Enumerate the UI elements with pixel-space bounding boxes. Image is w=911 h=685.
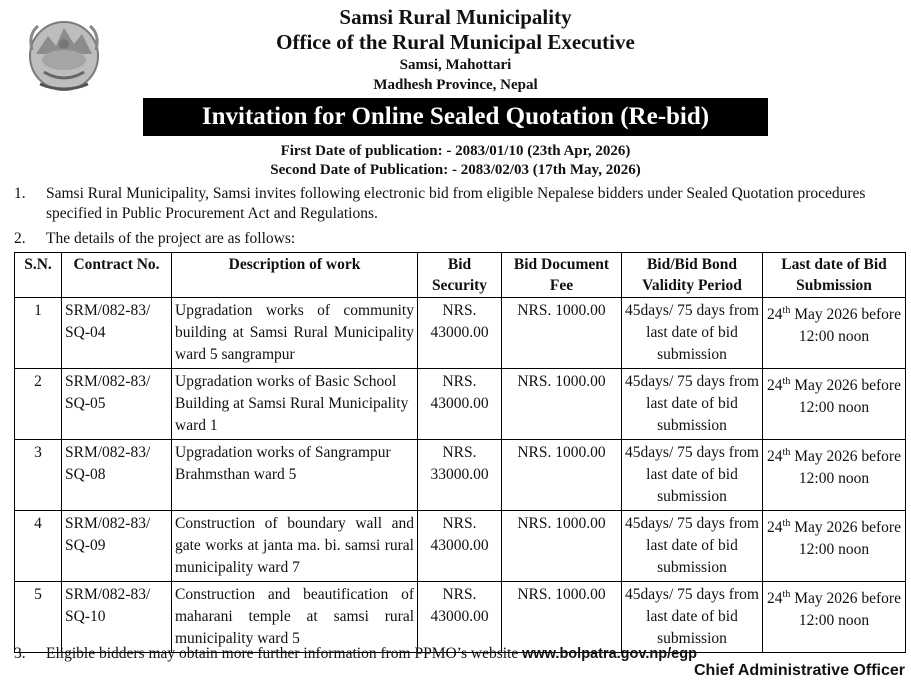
deadline-suffix: th <box>782 589 791 600</box>
cell-sn: 2 <box>15 369 62 440</box>
cell-sn: 3 <box>15 440 62 511</box>
office-location: Samsi, Mahottari <box>399 57 512 73</box>
deadline-rest: May 2026 before 12:00 noon <box>790 448 901 488</box>
cell-last-date <box>763 369 906 440</box>
deadline-day: 24 <box>767 448 783 466</box>
cell-document-fee: NRS. 1000.00 <box>502 369 622 440</box>
cell-validity: 45days/ 75 days from last date of bid submission <box>622 511 763 582</box>
table-row <box>15 298 906 369</box>
table-row <box>15 369 906 440</box>
table-row <box>15 440 906 511</box>
cell-validity: 45days/ 75 days from last date of bid submission <box>622 440 763 511</box>
cell-description: Upgradation works of community building at Samsi Rural Municipality ward 5 sangrampur <box>172 298 418 369</box>
header-document-fee: Bid Document Fee <box>502 253 622 298</box>
table-row <box>15 511 906 582</box>
deadline-day: 24 <box>767 519 783 537</box>
table-row <box>15 582 906 653</box>
cell-last-date <box>763 511 906 582</box>
deadline-day: 24 <box>767 377 783 395</box>
cell-last-date <box>763 298 906 369</box>
office-name: Office of the Rural Municipal Executive <box>276 30 635 54</box>
header-last-date: Last date of Bid Submission <box>763 253 906 298</box>
paragraph-text: Samsi Rural Municipality, Samsi invites following electronic bid from eligible Nepalese bidders under Sealed Quotation procedures specified in Public Procurement Act and Regulations. <box>46 185 866 222</box>
deadline-suffix: th <box>782 376 791 387</box>
cell-contract-no: SRM/082-83/ SQ-08 <box>62 440 172 511</box>
cell-document-fee: NRS. 1000.00 <box>502 582 622 653</box>
first-publication-date: First Date of publication: - 2083/01/10 (23th Apr, 2026) <box>280 143 631 159</box>
footer-text: Eligible bidders may obtain more further information from PPMO’s website <box>46 645 523 662</box>
cell-contract-no: SRM/082-83/ SQ-05 <box>62 369 172 440</box>
header-contract-no: Contract No. <box>62 253 172 298</box>
municipality-name: Samsi Rural Municipality <box>339 5 572 29</box>
bid-details-table <box>14 252 906 653</box>
paragraph-number: 3. <box>14 645 26 662</box>
deadline-suffix: th <box>782 518 791 529</box>
cell-bid-security: NRS. 43000.00 <box>418 582 502 653</box>
cell-validity: 45days/ 75 days from last date of bid submission <box>622 298 763 369</box>
second-publication-date: Second Date of Publication: - 2083/02/03 (17th May, 2026) <box>270 162 641 178</box>
header-sn: S.N. <box>15 253 62 298</box>
table-header-row <box>15 253 906 298</box>
header-validity-period: Bid/Bid Bond Validity Period <box>622 253 763 298</box>
office-province: Madhesh Province, Nepal <box>373 77 538 93</box>
cell-sn: 4 <box>15 511 62 582</box>
cell-description: Construction of boundary wall and gate works at janta ma. bi. samsi rural municipality ward 7 <box>172 511 418 582</box>
cell-contract-no: SRM/082-83/ SQ-10 <box>62 582 172 653</box>
cell-sn: 1 <box>15 298 62 369</box>
paragraph-number: 1. <box>14 185 26 202</box>
notice-title: Invitation for Online Sealed Quotation (Re-bid) <box>143 98 768 136</box>
paragraph-number: 2. <box>14 230 26 247</box>
deadline-suffix: th <box>782 305 791 316</box>
signatory-title: Chief Administrative Officer <box>693 662 905 679</box>
cell-bid-security: NRS. 43000.00 <box>418 369 502 440</box>
cell-description: Construction and beautification of maharani temple at samsi rural municipality ward 5 <box>172 582 418 653</box>
cell-contract-no: SRM/082-83/ SQ-04 <box>62 298 172 369</box>
cell-bid-security: NRS. 43000.00 <box>418 298 502 369</box>
cell-validity: 45days/ 75 days from last date of bid submission <box>622 369 763 440</box>
cell-document-fee: NRS. 1000.00 <box>502 298 622 369</box>
deadline-rest: May 2026 before 12:00 noon <box>790 590 901 630</box>
paragraph-text: The details of the project are as follows: <box>46 230 296 247</box>
deadline-rest: May 2026 before 12:00 noon <box>790 306 901 346</box>
footer-text-wrap <box>46 645 906 663</box>
cell-validity: 45days/ 75 days from last date of bid submission <box>622 582 763 653</box>
cell-contract-no: SRM/082-83/ SQ-09 <box>62 511 172 582</box>
header-description: Description of work <box>172 253 418 298</box>
cell-last-date <box>763 440 906 511</box>
cell-document-fee: NRS. 1000.00 <box>502 511 622 582</box>
ppmo-website-link[interactable]: www.bolpatra.gov.np/egp <box>522 646 697 662</box>
cell-description: Upgradation works of Sangrampur Brahmsthan ward 5 <box>172 440 418 511</box>
cell-last-date <box>763 582 906 653</box>
cell-bid-security: NRS. 43000.00 <box>418 511 502 582</box>
deadline-rest: May 2026 before 12:00 noon <box>790 377 901 417</box>
cell-document-fee: NRS. 1000.00 <box>502 440 622 511</box>
deadline-rest: May 2026 before 12:00 noon <box>790 519 901 559</box>
cell-bid-security: NRS. 33000.00 <box>418 440 502 511</box>
cell-sn: 5 <box>15 582 62 653</box>
cell-description: Upgradation works of Basic School Building at Samsi Rural Municipality ward 1 <box>172 369 418 440</box>
deadline-suffix: th <box>782 447 791 458</box>
deadline-day: 24 <box>767 306 783 324</box>
deadline-day: 24 <box>767 590 783 608</box>
header-bid-security: Bid Security <box>418 253 502 298</box>
